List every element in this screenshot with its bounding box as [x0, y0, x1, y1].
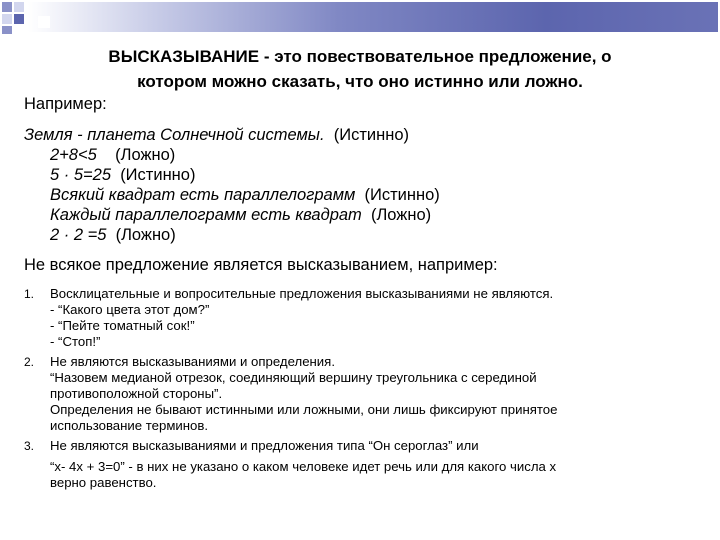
slide-title: [40, 44, 680, 94]
decor-square: [2, 2, 12, 12]
list-line: - “Пейте томатный сок!”: [50, 318, 195, 333]
list-line: верно равенство.: [50, 475, 157, 490]
gradient-bar: [28, 2, 718, 32]
example-line: [50, 226, 176, 245]
list-line: “Назовем медианой отрезок, соединяющий вершину треугольника с серединой: [50, 370, 537, 385]
example-line: [50, 186, 440, 205]
example-line: [50, 206, 431, 225]
title-line-2: котором можно сказать, что оно истинно или ложно.: [137, 72, 583, 91]
example-verdict: (Ложно): [115, 226, 176, 244]
example-statement: 2+8<5: [50, 146, 97, 164]
header-decoration: [0, 0, 720, 36]
example-statement: Каждый параллелограмм есть квадрат: [50, 206, 362, 224]
example-verdict: (Истинно): [333, 126, 409, 144]
list-line: Определения не бывают истинными или ложными, они лишь фиксируют принятое: [50, 402, 558, 417]
decor-square: [2, 26, 12, 34]
example-verdict: (Ложно): [115, 146, 176, 164]
example-line: [50, 166, 195, 185]
list-line: Не являются высказываниями и предложения типа “Он сероглаз” или: [50, 438, 479, 453]
list-line: использование терминов.: [50, 418, 209, 433]
list-line: Восклицательные и вопросительные предложения высказываниями не являются.: [50, 286, 554, 301]
list-number: 3.: [24, 439, 35, 453]
list-number: 1.: [24, 287, 35, 301]
decor-square: [38, 16, 50, 28]
intro-text: Например:: [24, 95, 107, 113]
example-verdict: (Истинно): [120, 166, 196, 184]
not-every-text: Не всякое предложение является высказыванием, например:: [24, 256, 498, 274]
decor-square: [14, 14, 24, 24]
decor-square: [2, 14, 12, 24]
list-line: - “Какого цвета этот дом?”: [50, 302, 210, 317]
title-line-1: ВЫСКАЗЫВАНИЕ - это повествовательное предложение, о: [108, 47, 612, 66]
example-statement: 5 · 5=25: [50, 166, 112, 184]
list-line: противоположной стороны”.: [50, 386, 223, 401]
list-line: “х- 4х + 3=0” - в них не указано о каком человеке идет речь или для какого числа х: [50, 459, 557, 474]
example-statement: Земля - планета Солнечной системы.: [24, 126, 325, 144]
example-statement: Всякий квадрат есть параллелограмм: [50, 186, 356, 204]
list-line: Не являются высказываниями и определения.: [50, 354, 335, 369]
decor-square: [14, 2, 24, 12]
example-line: [24, 126, 409, 145]
example-verdict: (Истинно): [364, 186, 440, 204]
list-number: 2.: [24, 355, 35, 369]
example-line: [50, 146, 175, 165]
example-verdict: (Ложно): [370, 206, 432, 224]
example-statement: 2 · 2 =5: [50, 226, 107, 244]
list-line: - “Стоп!”: [50, 334, 101, 349]
